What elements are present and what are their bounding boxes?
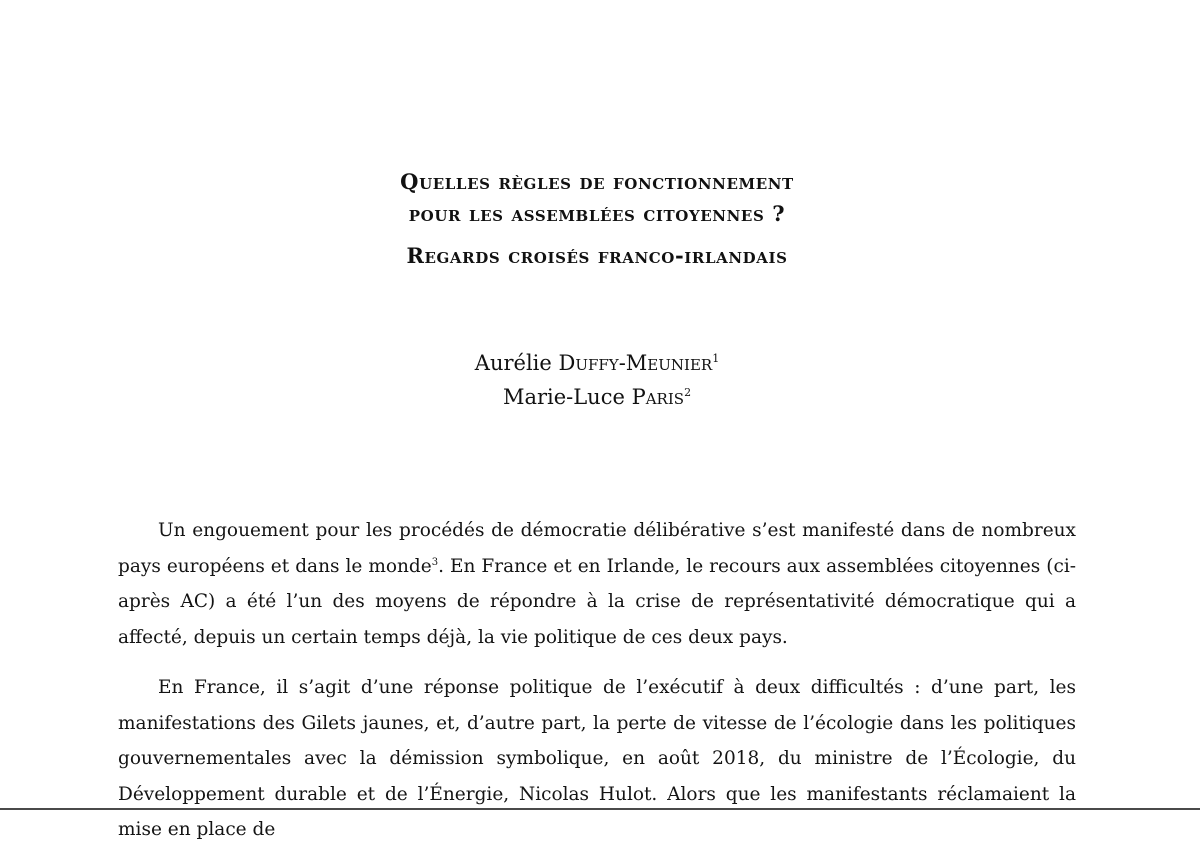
viewport-bottom-border <box>0 808 1200 810</box>
paragraph-text: Un engouement pour les procédés de démocratie délibérative s’est manifesté dans de nombreux pays européens et dans le monde <box>118 520 1076 577</box>
author-1 <box>0 346 1194 380</box>
article-body <box>118 513 1076 848</box>
title-line-1: Quelles règles de fonctionnement <box>400 169 794 194</box>
author-surname: Paris <box>631 385 685 409</box>
title-line-2: pour les assemblées citoyennes ? <box>408 201 786 226</box>
authors-block <box>0 346 1194 414</box>
article-title <box>0 166 1194 272</box>
footnote-ref[interactable]: 2 <box>684 386 692 399</box>
footnote-ref[interactable]: 1 <box>712 352 720 365</box>
author-2 <box>0 380 1194 414</box>
article-subtitle: Regards croisés franco-irlandais <box>406 243 788 268</box>
paragraph-1 <box>118 513 1076 655</box>
paragraph-text: . En France et en Irlande, le recours aux assemblées citoyennes (ci-après AC) a été l’un des moyens de répondre à la crise de représentativité démocratique qui a affecté, depuis un certain temps déjà, la vie politique de ces deux pays. <box>118 555 1076 648</box>
author-first-name: Aurélie <box>474 351 552 375</box>
paragraph-2: En France, il s’agit d’une réponse politique de l’exécutif à deux difficultés : d’une part, les manifestations des Gilets jaunes, et, d’autre part, la perte de vitesse de l’écologie dans les politiques gouvernementales avec la démission symbolique, en août 2018, du ministre de l’Écologie, du Développement durable et de l’Énergie, Nicolas Hulot. Alors que les manifestants réclamaient la mise en place de <box>118 677 1076 840</box>
author-surname: Duffy-Meunier <box>558 351 713 375</box>
author-first-name: Marie-Luce <box>502 385 625 409</box>
footnote-ref[interactable]: 3 <box>431 556 439 568</box>
